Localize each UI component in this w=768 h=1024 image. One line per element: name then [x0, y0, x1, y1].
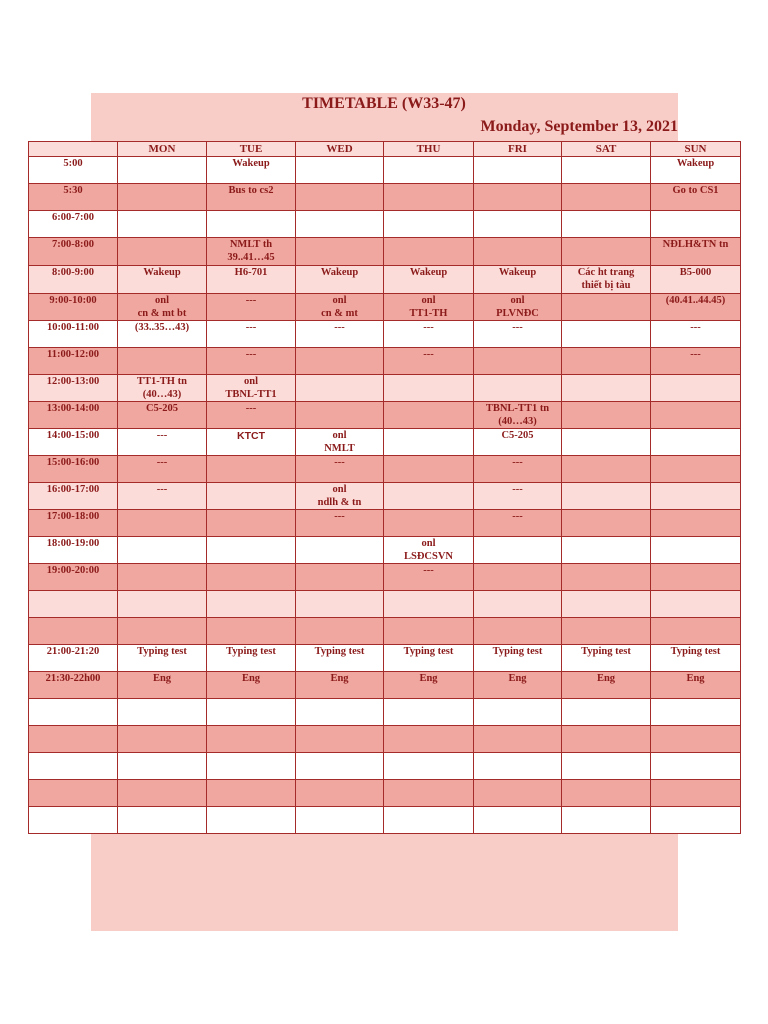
schedule-cell [474, 238, 562, 266]
schedule-cell: --- [207, 348, 296, 375]
schedule-cell [118, 564, 207, 591]
schedule-cell [207, 618, 296, 645]
schedule-cell [562, 402, 651, 429]
schedule-cell: H6-701 [207, 266, 296, 294]
schedule-cell [651, 537, 741, 564]
schedule-cell [474, 699, 562, 726]
schedule-cell [207, 699, 296, 726]
schedule-cell: --- [118, 429, 207, 456]
table-row [29, 483, 741, 510]
schedule-cell: Eng [296, 672, 384, 699]
schedule-cell [118, 211, 207, 238]
schedule-cell [474, 348, 562, 375]
schedule-cell: --- [207, 321, 296, 348]
schedule-cell [207, 510, 296, 537]
schedule-cell [207, 780, 296, 807]
schedule-cell [562, 456, 651, 483]
schedule-cell [384, 483, 474, 510]
schedule-cell [296, 591, 384, 618]
schedule-cell [651, 753, 741, 780]
schedule-cell [118, 157, 207, 184]
schedule-cell [562, 294, 651, 321]
schedule-cell [384, 780, 474, 807]
schedule-cell: --- [474, 456, 562, 483]
day-header-row [29, 142, 741, 157]
schedule-cell: --- [296, 456, 384, 483]
time-cell: 21:30-22h00 [29, 672, 118, 699]
schedule-cell [562, 348, 651, 375]
table-row [29, 211, 741, 238]
time-cell: 16:00-17:00 [29, 483, 118, 510]
schedule-cell: Các ht trang thiết bị tàu [562, 266, 651, 294]
schedule-cell [651, 510, 741, 537]
time-cell: 10:00-11:00 [29, 321, 118, 348]
schedule-cell [562, 184, 651, 211]
schedule-cell: --- [296, 321, 384, 348]
table-row [29, 564, 741, 591]
schedule-cell [384, 157, 474, 184]
schedule-cell: --- [384, 564, 474, 591]
time-cell: 5:30 [29, 184, 118, 211]
schedule-cell [562, 618, 651, 645]
schedule-cell: NĐLH&TN tn [651, 238, 741, 266]
schedule-cell [118, 753, 207, 780]
schedule-cell: onl NMLT [296, 429, 384, 456]
schedule-cell [118, 184, 207, 211]
schedule-cell [651, 564, 741, 591]
schedule-cell [207, 211, 296, 238]
schedule-cell: onl cn & mt [296, 294, 384, 321]
schedule-cell: Eng [207, 672, 296, 699]
day-header: WED [296, 142, 384, 157]
schedule-cell [384, 726, 474, 753]
schedule-cell [474, 211, 562, 238]
table-row [29, 321, 741, 348]
schedule-cell: onl TBNL-TT1 [207, 375, 296, 402]
schedule-cell: Wakeup [651, 157, 741, 184]
time-cell [29, 807, 118, 834]
time-cell [29, 591, 118, 618]
time-cell: 15:00-16:00 [29, 456, 118, 483]
table-row [29, 184, 741, 211]
schedule-cell [384, 402, 474, 429]
schedule-cell: --- [474, 483, 562, 510]
schedule-cell: NMLT th 39..41…45 [207, 238, 296, 266]
schedule-cell: --- [207, 294, 296, 321]
schedule-cell: onl TT1-TH [384, 294, 474, 321]
schedule-cell [207, 726, 296, 753]
timetable [28, 141, 741, 834]
schedule-cell [651, 483, 741, 510]
schedule-cell [562, 726, 651, 753]
schedule-cell [296, 402, 384, 429]
time-cell [29, 780, 118, 807]
schedule-cell [296, 780, 384, 807]
schedule-cell [651, 456, 741, 483]
schedule-cell [118, 510, 207, 537]
schedule-cell [651, 726, 741, 753]
schedule-cell [296, 184, 384, 211]
time-cell: 9:00-10:00 [29, 294, 118, 321]
schedule-cell: onl PLVNĐC [474, 294, 562, 321]
schedule-cell [651, 429, 741, 456]
schedule-cell [207, 753, 296, 780]
table-row [29, 510, 741, 537]
schedule-cell [562, 375, 651, 402]
schedule-cell [296, 238, 384, 266]
table-row [29, 807, 741, 834]
schedule-cell [296, 753, 384, 780]
schedule-cell [562, 238, 651, 266]
schedule-cell: --- [207, 402, 296, 429]
schedule-cell: Typing test [474, 645, 562, 672]
schedule-cell: Eng [651, 672, 741, 699]
schedule-cell [384, 510, 474, 537]
schedule-cell [474, 807, 562, 834]
schedule-cell: --- [118, 456, 207, 483]
schedule-cell: onl cn & mt bt [118, 294, 207, 321]
schedule-cell [474, 564, 562, 591]
schedule-cell [562, 699, 651, 726]
time-cell: 13:00-14:00 [29, 402, 118, 429]
corner-cell [29, 142, 118, 157]
day-header: SUN [651, 142, 741, 157]
time-cell: 5:00 [29, 157, 118, 184]
schedule-cell [651, 807, 741, 834]
schedule-cell [562, 591, 651, 618]
day-header: FRI [474, 142, 562, 157]
schedule-cell [562, 564, 651, 591]
table-row [29, 266, 741, 294]
schedule-cell [562, 211, 651, 238]
schedule-cell [118, 348, 207, 375]
schedule-cell [562, 429, 651, 456]
schedule-cell [118, 618, 207, 645]
schedule-cell [118, 807, 207, 834]
table-row [29, 537, 741, 564]
schedule-cell: Typing test [384, 645, 474, 672]
schedule-cell: Go to CS1 [651, 184, 741, 211]
time-cell: 17:00-18:00 [29, 510, 118, 537]
schedule-cell: --- [651, 321, 741, 348]
table-row [29, 699, 741, 726]
schedule-cell: TBNL-TT1 tn (40…43) [474, 402, 562, 429]
schedule-cell [474, 618, 562, 645]
page-title: TIMETABLE (W33-47) [302, 95, 466, 112]
day-header: TUE [207, 142, 296, 157]
schedule-cell [651, 375, 741, 402]
table-row [29, 456, 741, 483]
time-cell: 11:00-12:00 [29, 348, 118, 375]
schedule-cell [384, 618, 474, 645]
table-row [29, 375, 741, 402]
time-cell [29, 726, 118, 753]
schedule-cell [384, 238, 474, 266]
schedule-cell [474, 780, 562, 807]
schedule-cell: --- [296, 510, 384, 537]
schedule-cell: B5-000 [651, 266, 741, 294]
time-cell: 14:00-15:00 [29, 429, 118, 456]
time-cell: 18:00-19:00 [29, 537, 118, 564]
schedule-cell [118, 537, 207, 564]
schedule-cell [296, 375, 384, 402]
schedule-cell [384, 375, 474, 402]
schedule-cell: Eng [474, 672, 562, 699]
table-row [29, 618, 741, 645]
time-cell [29, 753, 118, 780]
schedule-cell: Typing test [296, 645, 384, 672]
schedule-cell: --- [384, 321, 474, 348]
table-row [29, 591, 741, 618]
schedule-cell: Typing test [562, 645, 651, 672]
schedule-cell [207, 537, 296, 564]
time-cell: 19:00-20:00 [29, 564, 118, 591]
schedule-cell: onl LSĐCSVN [384, 537, 474, 564]
table-row [29, 157, 741, 184]
schedule-cell: Typing test [651, 645, 741, 672]
schedule-cell [296, 211, 384, 238]
schedule-cell [562, 537, 651, 564]
schedule-cell [474, 591, 562, 618]
schedule-cell [651, 780, 741, 807]
schedule-cell: TT1-TH tn (40…43) [118, 375, 207, 402]
schedule-cell [296, 564, 384, 591]
schedule-cell [207, 483, 296, 510]
schedule-cell: Typing test [207, 645, 296, 672]
schedule-cell: --- [651, 348, 741, 375]
schedule-cell: Bus to cs2 [207, 184, 296, 211]
day-header: THU [384, 142, 474, 157]
schedule-cell: --- [474, 321, 562, 348]
schedule-cell [474, 157, 562, 184]
schedule-cell: (33..35…43) [118, 321, 207, 348]
table-row [29, 402, 741, 429]
schedule-cell: (40.41..44.45) [651, 294, 741, 321]
schedule-cell [562, 157, 651, 184]
schedule-cell: onl ndlh & tn [296, 483, 384, 510]
schedule-cell [562, 483, 651, 510]
time-cell: 21:00-21:20 [29, 645, 118, 672]
schedule-cell [474, 537, 562, 564]
table-row [29, 780, 741, 807]
page-date: Monday, September 13, 2021 [480, 118, 678, 135]
schedule-cell: Wakeup [384, 266, 474, 294]
schedule-cell [118, 238, 207, 266]
schedule-cell [562, 753, 651, 780]
schedule-cell [207, 591, 296, 618]
schedule-cell: Wakeup [207, 157, 296, 184]
schedule-cell [207, 564, 296, 591]
table-row [29, 753, 741, 780]
schedule-cell [651, 402, 741, 429]
schedule-cell [384, 184, 474, 211]
table-row [29, 348, 741, 375]
schedule-cell [296, 618, 384, 645]
time-cell: 8:00-9:00 [29, 266, 118, 294]
time-cell [29, 618, 118, 645]
schedule-cell [474, 753, 562, 780]
schedule-cell [118, 726, 207, 753]
table-row [29, 238, 741, 266]
schedule-cell [651, 618, 741, 645]
schedule-cell: Wakeup [118, 266, 207, 294]
schedule-cell [384, 429, 474, 456]
schedule-cell [474, 375, 562, 402]
schedule-cell [562, 510, 651, 537]
schedule-cell: --- [474, 510, 562, 537]
schedule-cell: Eng [384, 672, 474, 699]
time-cell: 7:00-8:00 [29, 238, 118, 266]
schedule-cell: --- [118, 483, 207, 510]
schedule-cell: Wakeup [474, 266, 562, 294]
schedule-cell [118, 591, 207, 618]
schedule-cell: Wakeup [296, 266, 384, 294]
schedule-cell: Eng [118, 672, 207, 699]
schedule-cell [384, 456, 474, 483]
schedule-cell [296, 348, 384, 375]
schedule-cell: Eng [562, 672, 651, 699]
schedule-cell [562, 807, 651, 834]
schedule-cell [384, 591, 474, 618]
schedule-cell [651, 699, 741, 726]
day-header: SAT [562, 142, 651, 157]
schedule-cell [562, 321, 651, 348]
schedule-cell [651, 591, 741, 618]
day-header: MON [118, 142, 207, 157]
schedule-cell: --- [384, 348, 474, 375]
schedule-cell [118, 780, 207, 807]
schedule-cell [118, 699, 207, 726]
schedule-cell [296, 537, 384, 564]
schedule-cell: KTCT [207, 429, 296, 456]
timetable-body [29, 157, 741, 834]
schedule-cell [296, 726, 384, 753]
schedule-cell [207, 456, 296, 483]
schedule-cell [296, 807, 384, 834]
schedule-cell [384, 753, 474, 780]
table-row [29, 726, 741, 753]
table-row [29, 294, 741, 321]
schedule-cell: C5-205 [118, 402, 207, 429]
schedule-cell [296, 157, 384, 184]
schedule-cell [562, 780, 651, 807]
schedule-cell [474, 184, 562, 211]
table-row [29, 672, 741, 699]
schedule-cell [384, 699, 474, 726]
schedule-cell: Typing test [118, 645, 207, 672]
schedule-cell [207, 807, 296, 834]
schedule-cell: C5-205 [474, 429, 562, 456]
schedule-cell [651, 211, 741, 238]
schedule-cell [384, 807, 474, 834]
table-row [29, 429, 741, 456]
schedule-cell [296, 699, 384, 726]
table-row [29, 645, 741, 672]
time-cell: 6:00-7:00 [29, 211, 118, 238]
time-cell: 12:00-13:00 [29, 375, 118, 402]
schedule-cell [474, 726, 562, 753]
time-cell [29, 699, 118, 726]
schedule-cell [384, 211, 474, 238]
